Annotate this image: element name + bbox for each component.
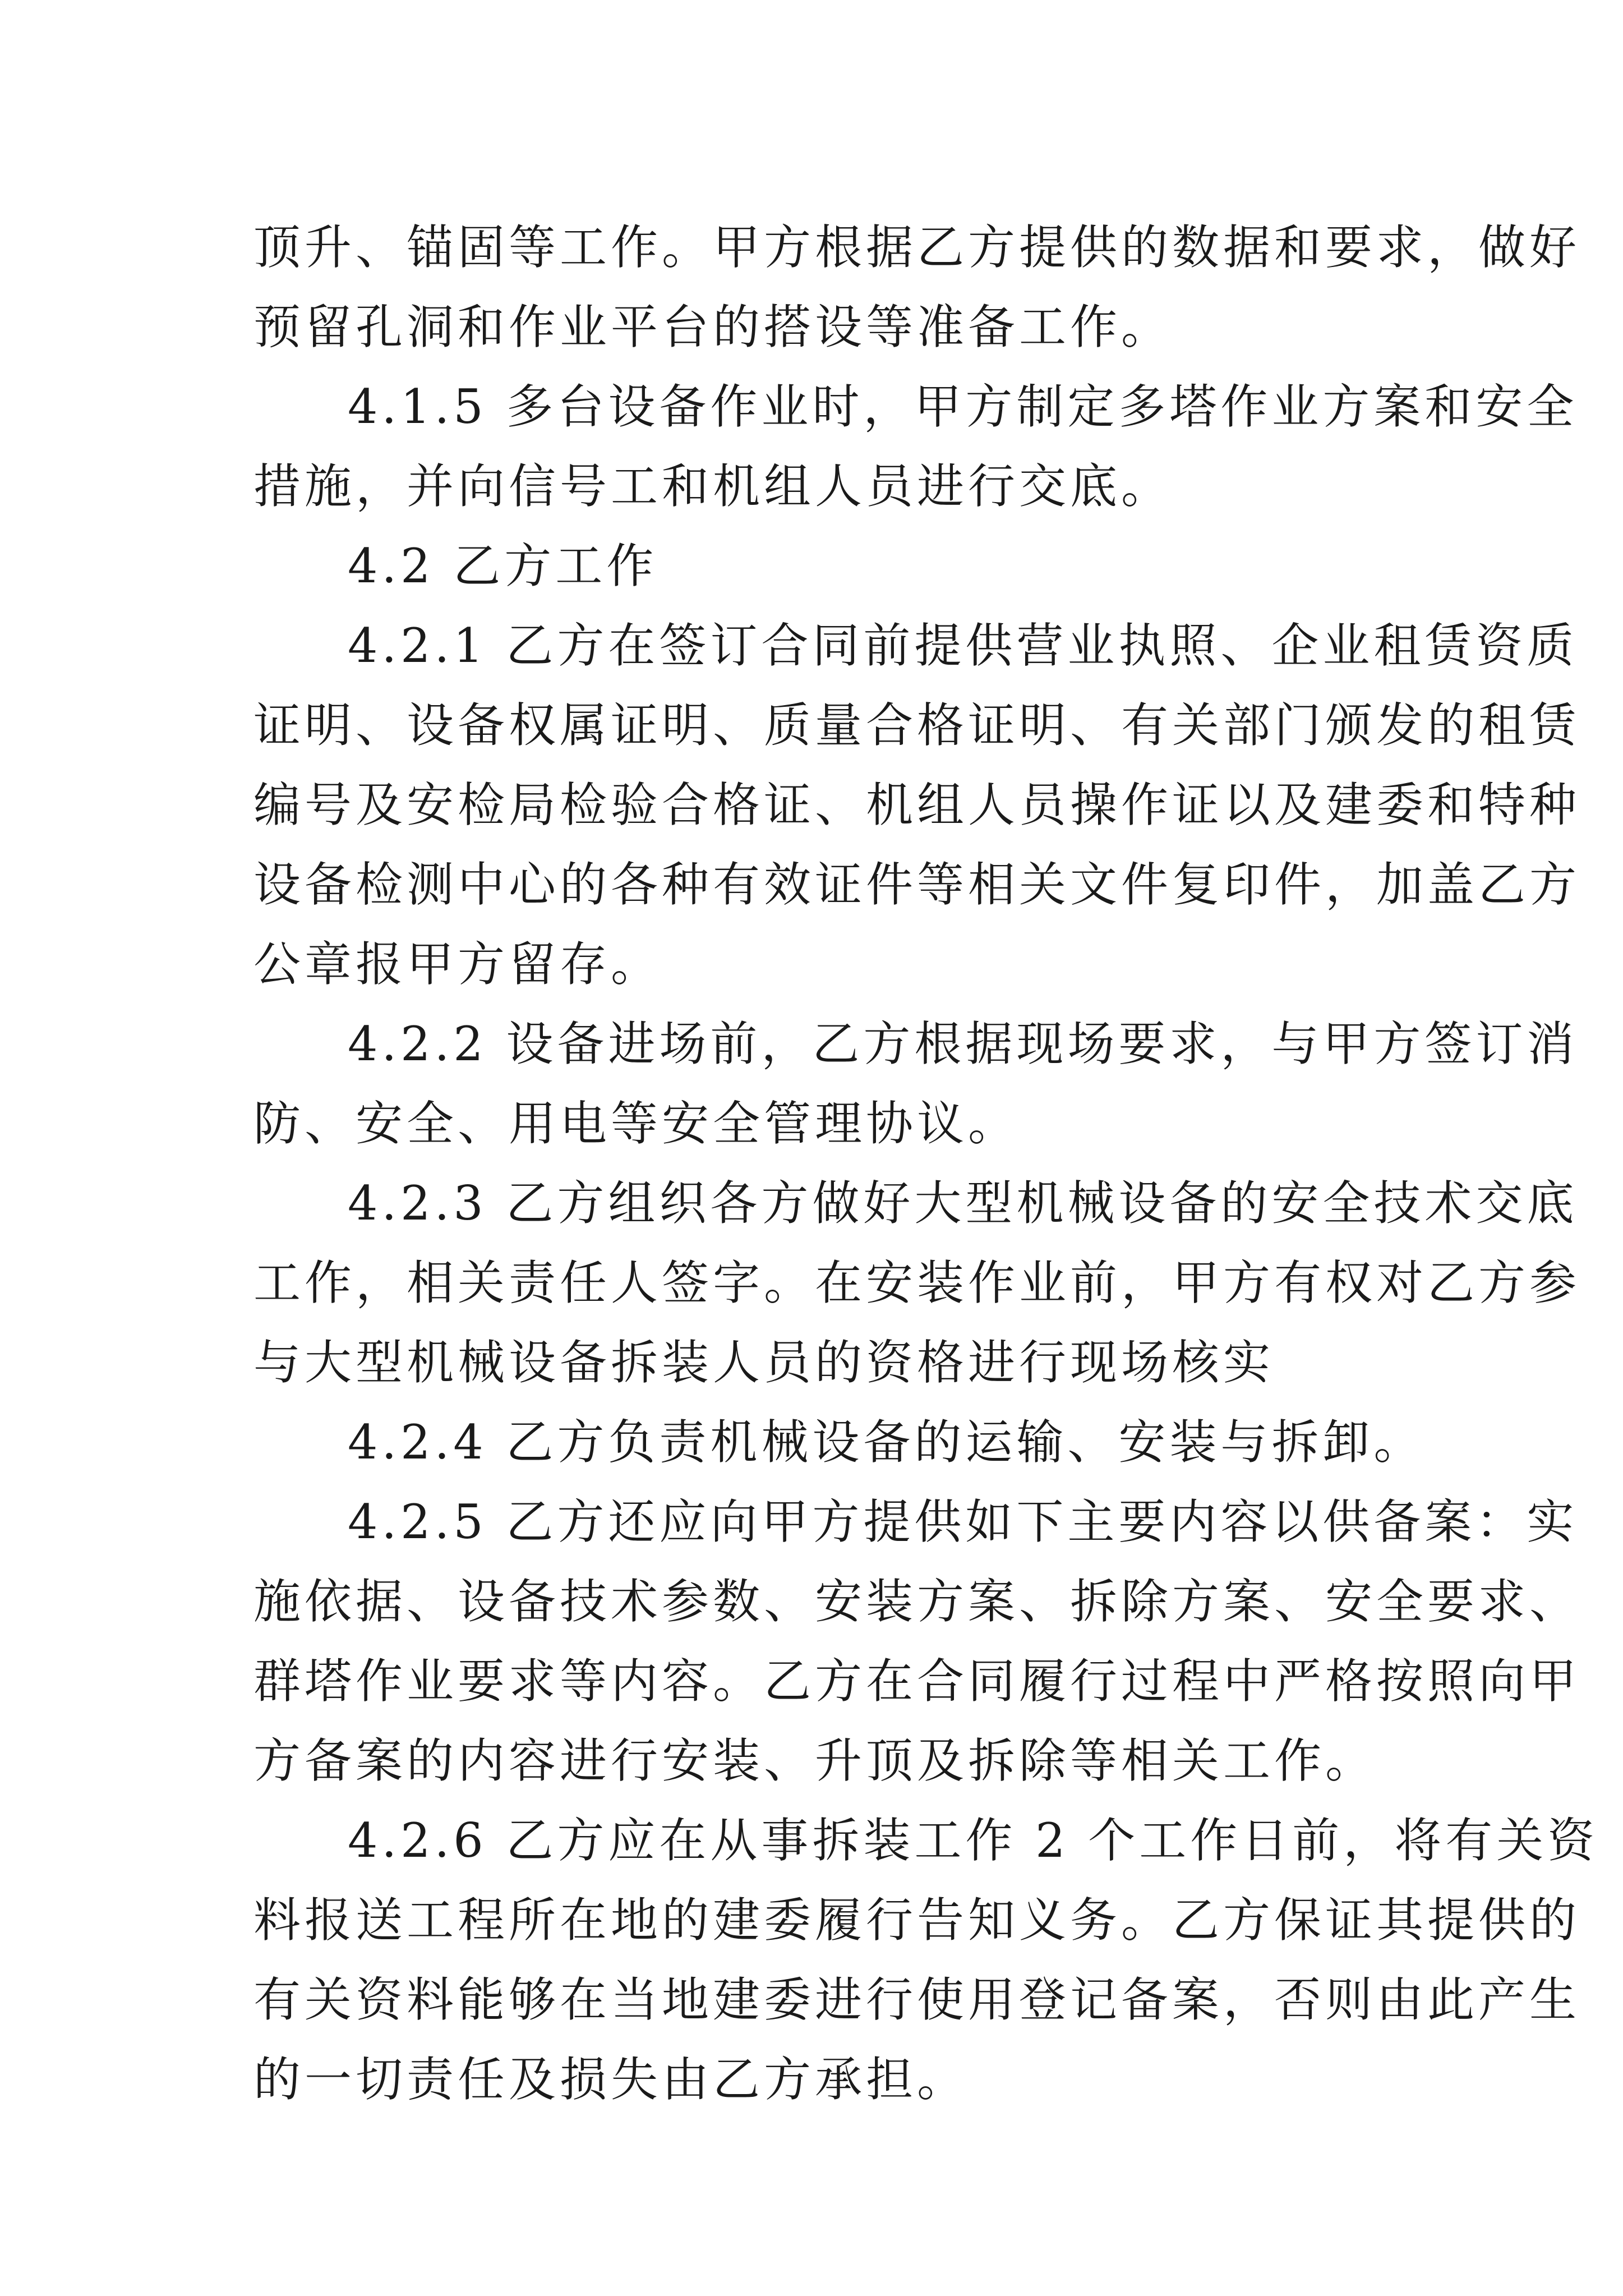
text-line: 防、安全、用电等安全管理协议。	[253, 1096, 1020, 1151]
text-line: 公章报甲方留存。	[253, 937, 662, 992]
text-line: 证明、设备权属证明、质量合格证明、有关部门颁发的租赁	[253, 698, 1581, 753]
text-line: 顶升、锚固等工作。甲方根据乙方提供的数据和要求，做好	[253, 220, 1581, 275]
text-line: 的一切责任及损失由乙方承担。	[253, 2052, 969, 2107]
clause-4-1-5: 4.1.5 多台设备作业时，甲方制定多塔作业方案和安全	[348, 379, 1578, 434]
text-line: 方备案的内容进行安装、升顶及拆除等相关工作。	[253, 1733, 1377, 1788]
text-line: 与大型机械设备拆装人员的资格进行现场核实	[253, 1335, 1275, 1390]
text-line: 措施，并向信号工和机组人员进行交底。	[253, 459, 1173, 514]
text-line: 施依据、设备技术参数、安装方案、拆除方案、安全要求、	[253, 1574, 1581, 1629]
clause-4-2-5: 4.2.5 乙方还应向甲方提供如下主要内容以供备案：实	[348, 1494, 1578, 1549]
text-line: 有关资料能够在当地建委进行使用登记备案，否则由此产生	[253, 1972, 1581, 2027]
body-text	[253, 208, 1599, 2119]
clause-4-2-3: 4.2.3 乙方组织各方做好大型机械设备的安全技术交底	[348, 1176, 1578, 1231]
text-line: 群塔作业要求等内容。乙方在合同履行过程中严格按照向甲	[253, 1654, 1581, 1709]
clause-4-2-2: 4.2.2 设备进场前，乙方根据现场要求，与甲方签订消	[348, 1016, 1578, 1071]
text-line: 工作，相关责任人签字。在安装作业前，甲方有权对乙方参	[253, 1255, 1581, 1310]
text-line: 预留孔洞和作业平台的搭设等准备工作。	[253, 300, 1173, 355]
text-line: 料报送工程所在地的建委履行告知义务。乙方保证其提供的	[253, 1893, 1581, 1948]
section-heading-4-2: 4.2 乙方工作	[348, 539, 658, 593]
text-line: 编号及安检局检验合格证、机组人员操作证以及建委和特种	[253, 777, 1581, 832]
clause-4-2-1: 4.2.1 乙方在签订合同前提供营业执照、企业租赁资质	[348, 618, 1578, 673]
clause-4-2-4: 4.2.4 乙方负责机械设备的运输、安装与拆卸。	[348, 1415, 1425, 1470]
text-line: 设备检测中心的各种有效证件等相关文件复印件，加盖乙方	[253, 857, 1581, 912]
clause-4-2-6: 4.2.6 乙方应在从事拆装工作 2 个工作日前，将有关资	[348, 1813, 1599, 1868]
